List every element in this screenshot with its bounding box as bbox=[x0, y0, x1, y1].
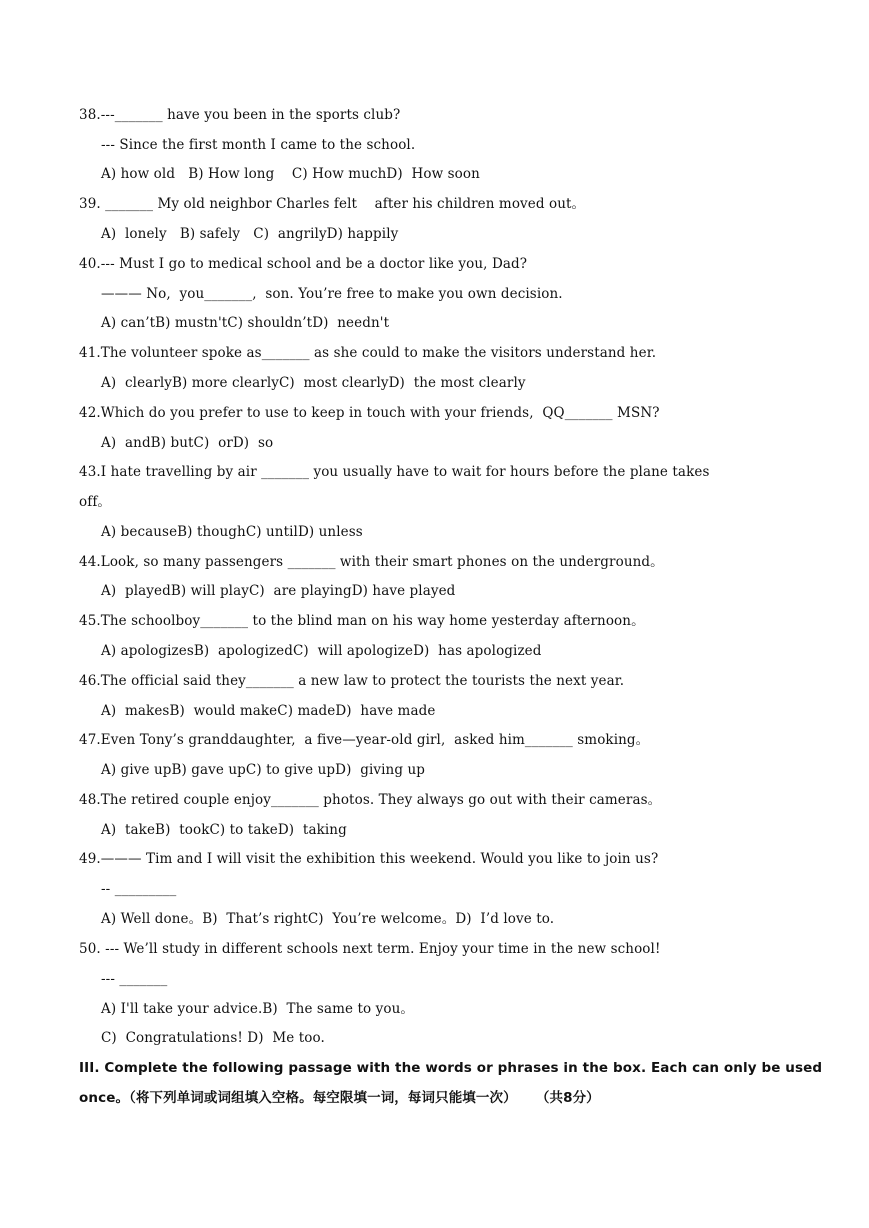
question-42-stem: 42.Which do you prefer to use to keep in touch with your friends, QQ_______ MSN? bbox=[79, 405, 660, 421]
section-heading-continued: once。（将下列单词或词组填入空格。每空限填一词，每词只能填一次） （共8分） bbox=[79, 1090, 600, 1106]
question-46-options: A) makesB) would makeC) madeD) have made bbox=[101, 703, 436, 719]
question-50-reply: --- _______ bbox=[101, 971, 168, 987]
question-47-stem: 47.Even Tony’s granddaughter, a five—year-old girl, asked him_______ smoking。 bbox=[79, 732, 650, 748]
question-40-options: A) can’tB) mustn'tC) shouldn’tD) needn't bbox=[101, 315, 390, 331]
question-42-options: A) andB) butC) orD) so bbox=[101, 435, 274, 451]
question-43-stem: 43.I hate travelling by air _______ you usually have to wait for hours before the plane takes bbox=[79, 464, 710, 480]
question-49-options: A) Well done。B) That’s rightC) You’re welcome。D) I’d love to. bbox=[101, 911, 555, 927]
section-heading: III. Complete the following passage with the words or phrases in the box. Each can only be used bbox=[79, 1060, 823, 1076]
question-50-stem: 50. --- We’ll study in different schools next term. Enjoy your time in the new school! bbox=[79, 941, 661, 957]
question-48-options: A) takeB) tookC) to takeD) taking bbox=[101, 822, 347, 838]
question-45-stem: 45.The schoolboy_______ to the blind man on his way home yesterday afternoon。 bbox=[79, 613, 645, 629]
question-41-stem: 41.The volunteer spoke as_______ as she could to make the visitors understand her. bbox=[79, 345, 657, 361]
question-38-reply: --- Since the first month I came to the school. bbox=[101, 137, 416, 153]
question-43-options: A) becauseB) thoughC) untilD) unless bbox=[101, 524, 363, 540]
question-48-stem: 48.The retired couple enjoy_______ photos. They always go out with their cameras。 bbox=[79, 792, 662, 808]
question-44-options: A) playedB) will playC) are playingD) have played bbox=[101, 583, 456, 599]
question-46-stem: 46.The official said they_______ a new law to protect the tourists the next year. bbox=[79, 673, 625, 689]
question-43-stem-continued: off。 bbox=[79, 494, 112, 510]
question-44-stem: 44.Look, so many passengers _______ with their smart phones on the underground。 bbox=[79, 554, 664, 570]
question-41-options: A) clearlyB) more clearlyC) most clearlyD) the most clearly bbox=[101, 375, 526, 391]
question-39-options: A) lonely B) safely C) angrilyD) happily bbox=[101, 226, 399, 242]
question-45-options: A) apologizesB) apologizedC) will apologizeD) has apologized bbox=[101, 643, 542, 659]
question-39-stem: 39. _______ My old neighbor Charles felt after his children moved out。 bbox=[79, 196, 586, 212]
question-50-options-row2: C) Congratulations! D) Me too. bbox=[101, 1030, 325, 1046]
question-38-options: A) how old B) How long C) How muchD) How soon bbox=[101, 166, 480, 182]
question-40-reply: ——— No, you_______, son. You’re free to make you own decision. bbox=[101, 286, 563, 302]
question-47-options: A) give upB) gave upC) to give upD) giving up bbox=[101, 762, 425, 778]
question-50-options-row1: A) I'll take your advice.B) The same to you。 bbox=[101, 1001, 414, 1017]
question-38-stem: 38.---_______ have you been in the sports club? bbox=[79, 107, 401, 123]
question-49-reply: -- _________ bbox=[101, 881, 177, 897]
question-40-stem: 40.--- Must I go to medical school and be a doctor like you, Dad? bbox=[79, 256, 528, 272]
question-49-stem: 49.——— Tim and I will visit the exhibition this weekend. Would you like to join us? bbox=[79, 851, 659, 867]
